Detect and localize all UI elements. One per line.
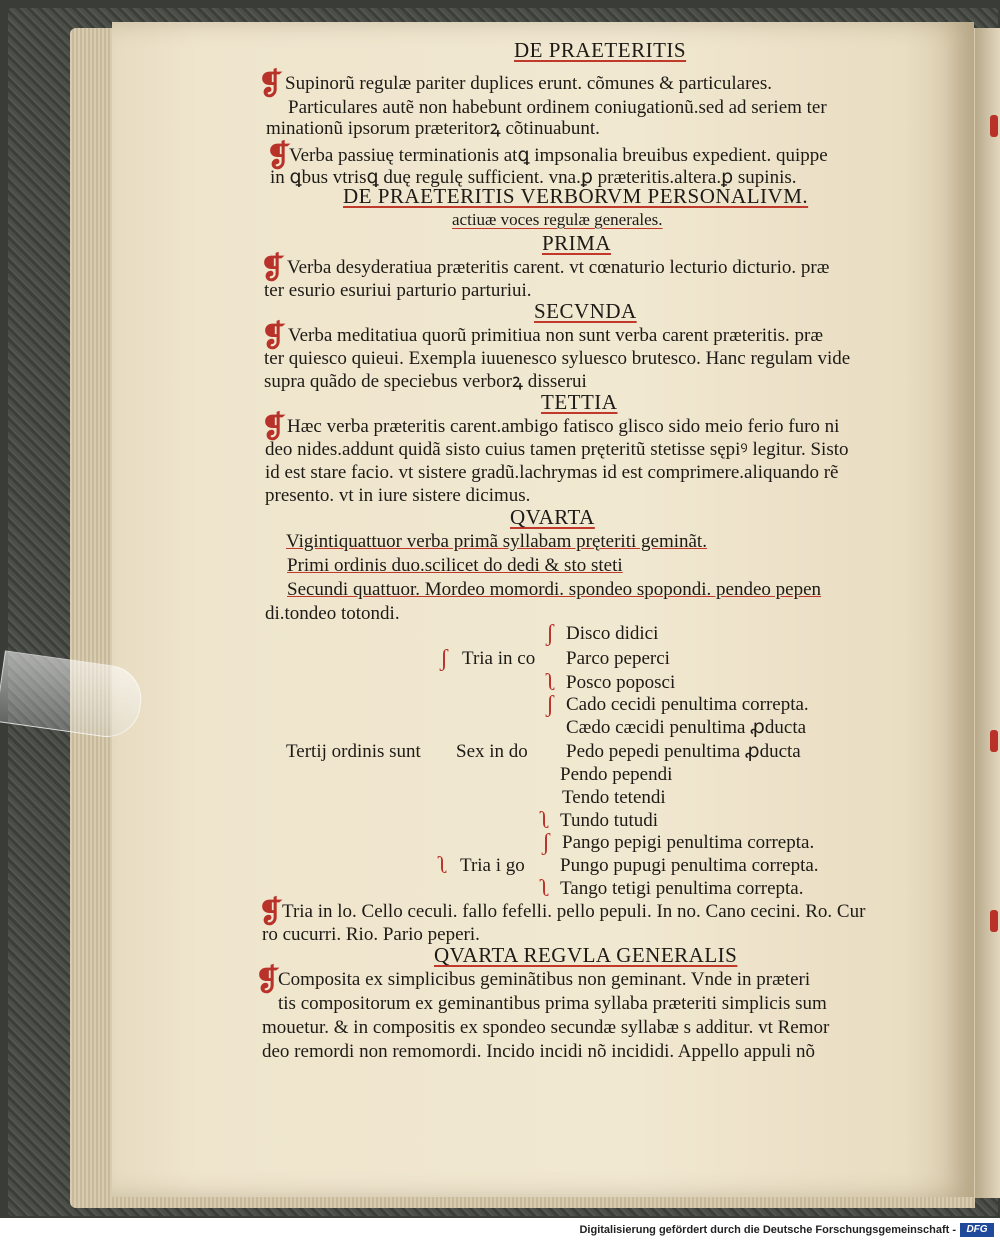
verb-entry: Disco didici: [566, 623, 659, 644]
text-line: ter quiesco quieui. Exempla iuuenesco syluesco brutesco. Hanc regulam vide: [264, 348, 851, 369]
rule-title-prima: PRIMA: [542, 231, 612, 255]
rubric-paragraph-mark: ❡: [261, 411, 287, 444]
verb-entry: Posco poposci: [566, 672, 676, 693]
verb-entry: Tendo tetendi: [562, 787, 666, 808]
verb-entry: Pendo pependi: [560, 764, 673, 785]
text-line: Composita ex simplicibus geminãtibus non geminant. Vnde in præteri: [278, 969, 811, 990]
intro-line: Supinorũ regulæ pariter duplices erunt. cõmunes & particulares.: [285, 73, 773, 94]
text-line: deo nides.addunt quidã sisto cuius tamen pręteritũ stetisse sępiꝰ legitur. Sisto: [265, 439, 849, 460]
brace-mark: ʃ: [546, 692, 554, 718]
text-line: supra quãdo de speciebus verborꝝ disserui: [264, 371, 587, 392]
brace-mark: ʅ: [546, 670, 557, 696]
brace-mark: ʅ: [540, 808, 551, 834]
text-line: Secundi quattuor. Mordeo momordi. spondeo spopondi. pendeo pepen: [287, 579, 822, 600]
rule-title-quarta-generalis: QVARTA REGVLA GENERALIS: [434, 943, 738, 967]
rule-title-quarta: QVARTA: [510, 505, 595, 529]
text-line: Tria in lo. Cello ceculi. fallo fefelli. pello pepuli. In no. Cano cecini. Ro. Cur: [282, 901, 866, 922]
group-label: Tria in co: [462, 648, 536, 669]
brace-mark: ʃ: [440, 646, 448, 672]
intro-line: minationũ ipsorum præteritorꝝ cõtinuabunt.: [266, 118, 600, 139]
text-line: di.tondeo totondi.: [265, 603, 400, 624]
group-label: Tertij ordinis sunt: [286, 741, 421, 762]
text-line: presento. vt in iure sistere dicimus.: [265, 485, 531, 506]
text-line: deo remordi non remomordi. Incido incidi nõ incididi. Appello appuli nõ: [262, 1041, 816, 1062]
section-subheading: actiuæ voces regulæ generales.: [452, 210, 663, 229]
text-line: mouetur. & in compositis ex spondeo secundæ syllabæ s additur. vt Remor: [262, 1017, 830, 1038]
text-line: Primi ordinis duo.scilicet do dedi & sto steti: [287, 555, 623, 576]
verb-entry: Pungo pupugi penultima correpta.: [560, 855, 819, 876]
footer-bar: [0, 1218, 1000, 1242]
verb-entry: Pedo pepedi penultima ꝓducta: [566, 741, 801, 762]
rubric-paragraph-mark: ❡: [255, 964, 281, 997]
dfg-logo: DFG: [960, 1223, 994, 1237]
intro-line: Particulares autẽ non habebunt ordinem coniugationũ.sed ad seriem ter: [288, 97, 827, 118]
brace-mark: ʃ: [546, 621, 554, 647]
rule-title-tertia: TETTIA: [541, 390, 618, 414]
intro-line: Verba passiuę terminationis atꝗ impsonalia breuibus expedient. quippe: [289, 145, 828, 166]
rule-title-secunda: SECVNDA: [534, 299, 637, 323]
section-heading: DE PRAETERITIS VERBORVM PERSONALIVM.: [343, 184, 809, 208]
rubric-paragraph-mark: ❡: [266, 140, 292, 173]
rubric-paragraph-mark: ❡: [260, 252, 286, 285]
text-line: id est stare facio. vt sistere gradũ.lachrymas id est comprimere.aliquando rẽ: [265, 462, 839, 483]
verb-entry: Parco peperci: [566, 648, 670, 669]
text-line: Verba meditatiua quorũ primitiua non sunt verba carent præteritis. præ: [288, 325, 824, 346]
brace-mark: ʃ: [542, 830, 550, 856]
text-line: ter esurio esuriui parturio parturiui.: [264, 280, 532, 301]
verb-entry: Pango pepigi penultima correpta.: [562, 832, 815, 853]
group-label: Sex in do: [456, 741, 528, 762]
rubric-paragraph-mark: ❡: [258, 68, 284, 101]
intro-line: in ꝗbus vtrisꝗ duę regulę sufficient. vna.ꝑ præteritis.altera.ꝑ supinis.: [270, 167, 797, 188]
text-line: ro cucurri. Rio. Pario peperi.: [262, 924, 480, 945]
group-label: Tria i go: [460, 855, 525, 876]
page-heading: DE PRAETERITIS: [514, 38, 687, 62]
rubric-paragraph-mark: ❡: [258, 896, 284, 929]
rubric-paragraph-mark: ❡: [261, 320, 287, 353]
brace-mark: ʅ: [438, 853, 449, 879]
text-line: Verba desyderatiua præteritis carent. vt cœnaturio lecturio dicturio. præ: [287, 257, 830, 278]
verb-entry: Cædo cæcidi penultima ꝓducta: [566, 717, 807, 738]
brace-mark: ʅ: [540, 876, 551, 902]
verb-entry: Tango tetigi penultima correpta.: [560, 878, 804, 899]
text-line: Vigintiquattuor verba primã syllabam pręteriti geminãt.: [286, 531, 707, 552]
verb-entry: Cado cecidi penultima correpta.: [566, 694, 809, 715]
text-line: Hæc verba præteritis carent.ambigo fatisco glisco sido meio ferio furo ni: [287, 416, 840, 437]
verb-entry: Tundo tutudi: [560, 810, 659, 831]
funding-credit: Digitalisierung gefördert durch die Deutsche Forschungsgemeinschaft -: [579, 1224, 956, 1236]
text-line: tis compositorum ex geminantibus prima syllaba præteriti simplicis sum: [278, 993, 827, 1014]
